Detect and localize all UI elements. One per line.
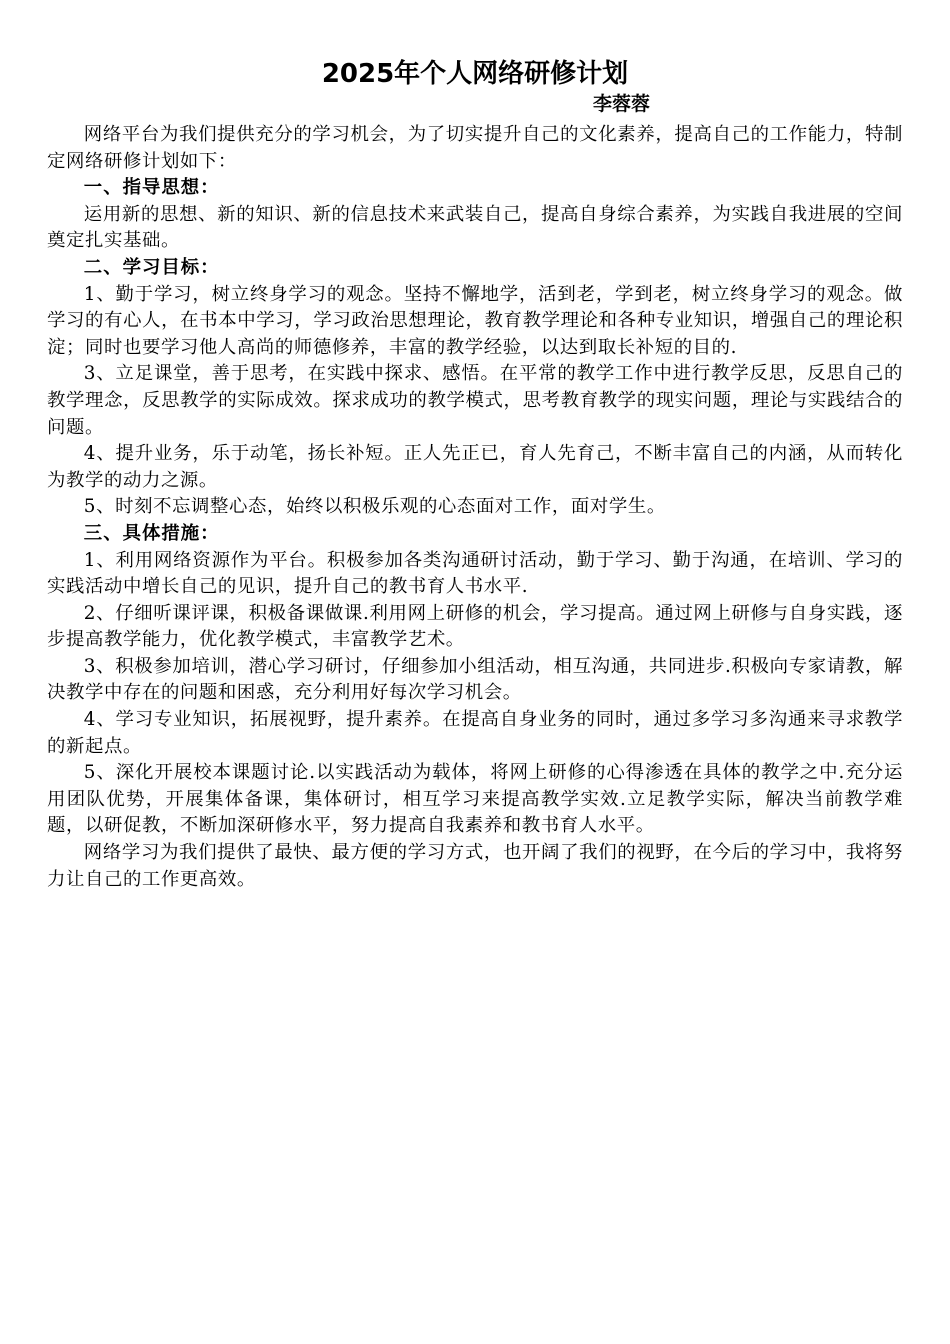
section-paragraph: 4、提升业务，乐于动笔，扬长补短。正人先正已，育人先育己，不断丰富自己的内涵，从而转化为教学的动力之源。 [47, 443, 903, 491]
intro-paragraph: 网络平台为我们提供充分的学习机会，为了切实提升自己的文化素养，提高自己的工作能力，特制定网络研修计划如下： [47, 124, 903, 172]
section-heading-guiding-thought: 一、指导思想： [83, 177, 220, 199]
section-paragraph: 4、学习专业知识，拓展视野，提升素养。在提高自身业务的同时，通过多学习多沟通来寻求教学的新起点。 [47, 709, 903, 757]
section-paragraph: 3、积极参加培训，潜心学习研讨，仔细参加小组活动，相互沟通，共同进步.积极向专家请教，解决教学中存在的问题和困惑，充分利用好每次学习机会。 [47, 655, 903, 704]
section-paragraph: 5、时刻不忘调整心态，始终以积极乐观的心态面对工作，面对学生。 [83, 496, 666, 518]
section-paragraph: 5、深化开展校本课题讨论.以实践活动为载体，将网上研修的心得渗透在具体的教学之中.充分运用团队优势，开展集体备课，集体研讨，相互学习来提高教学实效.立足教学实际，解决当前教学难题，以研促教，不断加深研修水平，努力提高自我素养和教书育人水平。 [47, 762, 903, 837]
document-author: 李蓉蓉 [593, 93, 651, 115]
section-paragraph: 3、立足课堂，善于思考，在实践中探求、感悟。在平常的教学工作中进行教学反思，反思自己的教学理念，反思教学的实际成效。探求成功的教学模式，思考教育教学的现实问题，理论与实践结合的问题。 [47, 363, 903, 438]
section-paragraph: 1、利用网络资源作为平台。积极参加各类沟通研讨活动，勤于学习、勤于沟通，在培训、学习的实践活动中增长自己的见识，提升自己的教书育人书水平. [47, 549, 903, 598]
section-paragraph: 1、勤于学习，树立终身学习的观念。坚持不懈地学，活到老，学到老，树立终身学习的观念。做学习的有心人，在书本中学习，学习政治思想理论，教育教学理论和各种专业知识，增强自己的理论积淀；同时也要学习他人高尚的师德修养，丰富的教学经验，以达到取长补短的目的. [47, 283, 903, 358]
document-title: 2025年个人网络研修计划 [321, 59, 629, 89]
section-paragraph: 2、仔细听课评课，积极备课做课.利用网上研修的机会，学习提高。通过网上研修与自身实践，逐步提高教学能力，优化教学模式，丰富教学艺术。 [47, 602, 903, 651]
section-heading-learning-goals: 二、学习目标： [83, 256, 220, 278]
section-heading-specific-measures: 三、具体措施： [83, 522, 220, 544]
closing-paragraph: 网络学习为我们提供了最快、最方便的学习方式，也开阔了我们的视野，在今后的学习中，我将努力让自己的工作更高效。 [47, 842, 903, 890]
section-paragraph: 运用新的思想、新的知识、新的信息技术来武装自己，提高自身综合素养，为实践自我进展的空间奠定扎实基础。 [47, 203, 903, 252]
document-body [47, 122, 903, 893]
